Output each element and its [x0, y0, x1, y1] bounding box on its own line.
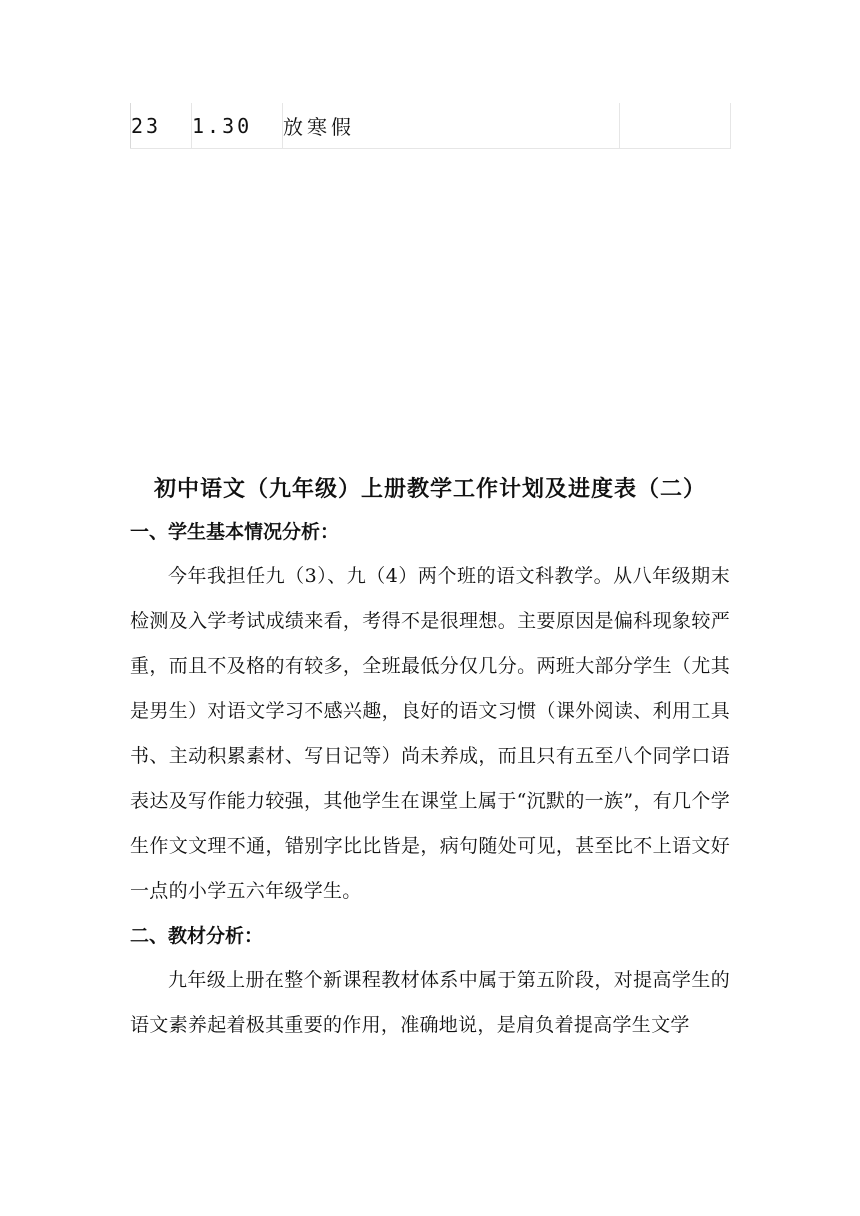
document-body [130, 468, 730, 1048]
section-paragraph-textbook-analysis: 九年级上册在整个新课程教材体系中属于第五阶段，对提高学生的语文素养起着极其重要的作用，准确地说，是肩负着提高学生文学 [130, 969, 730, 1036]
page-title: 初中语文（九年级）上册教学工作计划及进度表（二） [153, 476, 706, 502]
section-heading-textbook-analysis: 二、教材分析： [130, 925, 264, 947]
date-cell: 1.30 [192, 103, 283, 149]
section-paragraph-student-analysis: 今年我担任九（3）、九（4）两个班的语文科教学。从八年级期末检测及入学考试成绩来看，考得不是很理想。主要原因是偏科现象较严重，而且不及格的有较多，全班最低分仅几分。两班大部分学生（尤其是男生）对语文学习不感兴趣，良好的语文习惯（课外阅读、利用工具书、主动积累素材、写日记等）尚未养成，而且只有五至八个同学口语表达及写作能力较强，其他学生在课堂上属于“沉默的一族”，有几个学生作文文理不通，错别字比比皆是，病句随处可见，甚至比不上语文好一点的小学五六年级学生。 [130, 565, 730, 902]
note-cell [620, 103, 731, 149]
table-row [131, 103, 731, 149]
week-cell: 23 [131, 103, 192, 149]
section-heading-student-analysis: 一、学生基本情况分析： [130, 521, 340, 543]
content-cell: 放寒假 [283, 103, 620, 149]
schedule-table [130, 103, 731, 149]
